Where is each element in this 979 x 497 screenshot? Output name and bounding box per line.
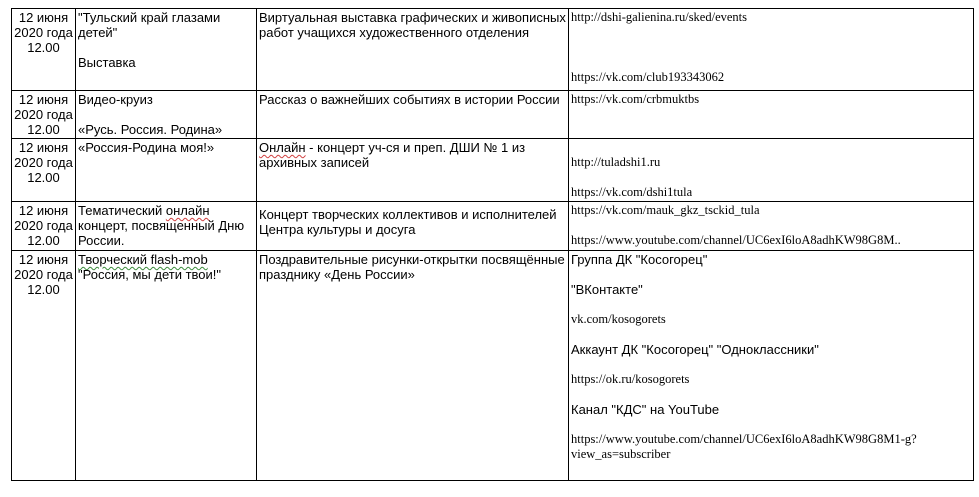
link[interactable]: https://vk.com/mauk_gkz_tsckid_tula: [571, 203, 760, 217]
events-table: [11, 8, 974, 481]
title-cell: [76, 202, 257, 251]
event-type: Выставка: [78, 55, 136, 70]
date-cell: [12, 91, 76, 139]
table-row: [12, 139, 974, 202]
link[interactable]: https://vk.com/club193343062: [571, 70, 725, 84]
links-cell: [569, 202, 974, 251]
description-cell: [257, 202, 569, 251]
link[interactable]: vk.com/kosogorets: [571, 312, 666, 326]
link[interactable]: https://www.youtube.com/channel/UC6exI6loA8adhKW98G8M1-g?view_as=subscriber: [571, 432, 917, 461]
event-description: Виртуальная выставка графических и живописных работ учащихся художественного отделения: [259, 10, 566, 40]
date-cell: [12, 139, 76, 202]
title-cell: [76, 139, 257, 202]
event-description: Рассказ о важнейших событиях в истории России: [259, 92, 560, 107]
group-label: Группа ДК "Косогорец": [571, 252, 708, 267]
platform-label: "ВКонтакте": [571, 282, 643, 297]
date-cell: [12, 9, 76, 91]
date-text: 12 июня 2020 года 12.00: [14, 203, 73, 248]
date-cell: [12, 251, 76, 481]
link[interactable]: https://ok.ru/kosogorets: [571, 372, 690, 386]
link[interactable]: https://vk.com/crbmuktbs: [571, 92, 700, 106]
event-title-end: концерт, посвященный Дню России.: [78, 218, 245, 248]
description-word: Онлайн: [259, 140, 306, 155]
event-title: Творческий flash-mob: [78, 252, 208, 267]
description-cell: [257, 251, 569, 481]
event-title-start: Тематический: [78, 203, 166, 218]
table-row: [12, 9, 974, 91]
link[interactable]: https://vk.com/dshi1tula: [571, 185, 693, 199]
title-cell: [76, 9, 257, 91]
event-description: Концерт творческих коллективов и исполнителей Центра культуры и досуга: [259, 207, 557, 237]
channel-label: Канал "КДС" на YouTube: [571, 402, 720, 417]
event-title: «Россия-Родина моя!»: [78, 140, 215, 155]
description-cell: [257, 91, 569, 139]
event-title: Видео-круиз: [78, 92, 153, 107]
title-cell: [76, 251, 257, 481]
links-cell: [569, 139, 974, 202]
event-title: "Тульский край глазами детей": [78, 10, 224, 40]
event-description: Поздравительные рисунки-открытки посвящённые празднику «День России»: [259, 252, 565, 282]
link[interactable]: http://dshi-galienina.ru/sked/events: [571, 10, 748, 24]
link[interactable]: https://www.youtube.com/channel/UC6exI6loA8adhKW98G8M..: [571, 233, 901, 247]
date-text: 12 июня 2020 года 12.00: [14, 140, 73, 185]
event-title-word: онлайн: [165, 203, 210, 218]
links-cell: [569, 91, 974, 139]
table-row: [12, 202, 974, 251]
event-description: - концерт уч-ся и преп. ДШИ № 1 из архивных записей: [259, 140, 526, 170]
date-cell: [12, 202, 76, 251]
link[interactable]: http://tuladshi1.ru: [571, 155, 661, 169]
description-cell: [257, 9, 569, 91]
links-cell: [569, 9, 974, 91]
account-label: Аккаунт ДК "Косогорец" "Одноклассники": [571, 342, 819, 357]
date-text: 12 июня 2020 года 12.00: [14, 92, 73, 137]
date-text: 12 июня 2020 года 12.00: [14, 252, 73, 297]
table-row: [12, 251, 974, 481]
description-cell: [257, 139, 569, 202]
event-subtitle: «Русь. Россия. Родина»: [78, 122, 223, 137]
links-cell: [569, 251, 974, 481]
table-row: [12, 91, 974, 139]
date-text: 12 июня 2020 года 12.00: [14, 10, 73, 55]
event-subtitle: "Россия, мы дети твои!": [78, 267, 222, 282]
title-cell: [76, 91, 257, 139]
